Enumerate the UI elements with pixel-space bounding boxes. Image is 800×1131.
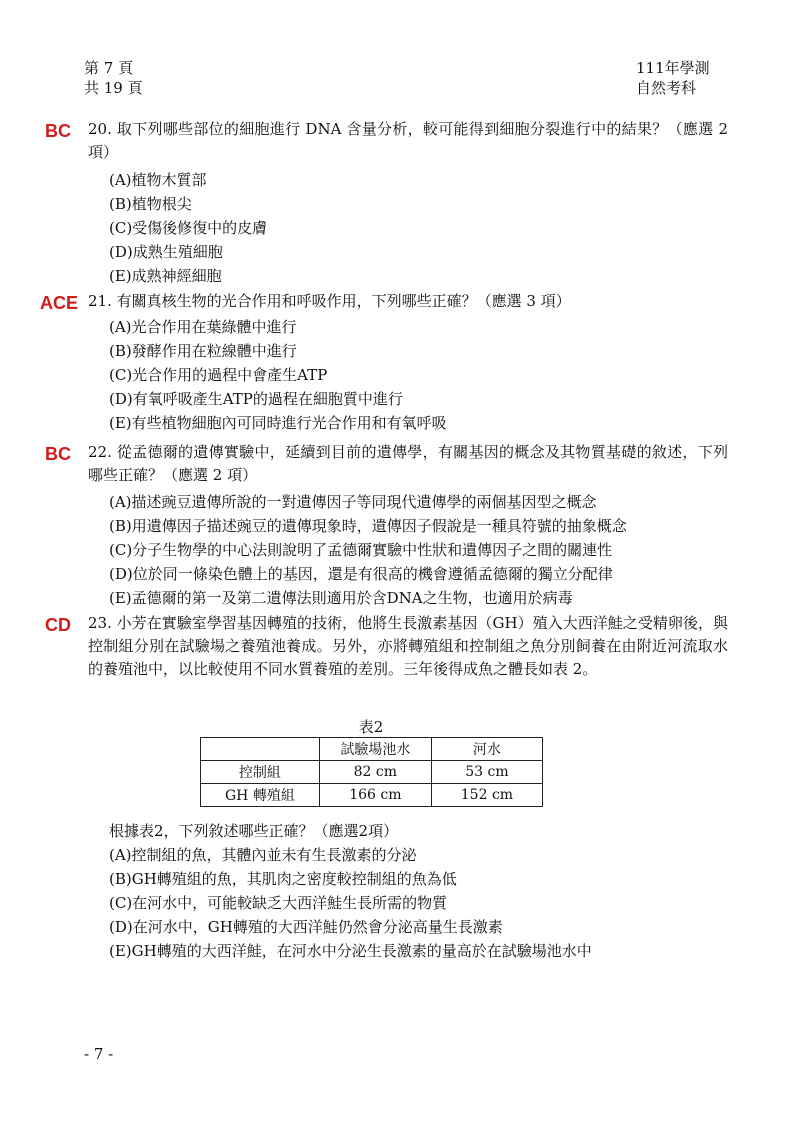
option-d: (D)有氧呼吸產生ATP的過程在細胞質中進行 <box>109 390 403 408</box>
table-header-cell: 試驗場池水 <box>319 738 431 761</box>
table-cell: 53 cm <box>431 761 542 784</box>
option-d: (D)在河水中，GH轉殖的大西洋鮭仍然會分泌高量生長激素 <box>109 918 503 936</box>
table-cell: 152 cm <box>431 784 542 807</box>
table-row <box>201 784 543 807</box>
table-cell: 166 cm <box>319 784 431 807</box>
table-cell: GH 轉殖組 <box>201 784 320 807</box>
option-b: (B)發酵作用在粒線體中進行 <box>109 342 297 360</box>
option-a: (A)光合作用在葉綠體中進行 <box>109 318 297 336</box>
option-c: (C)光合作用的過程中會產生ATP <box>109 366 328 384</box>
table-caption: 表2 <box>358 718 384 736</box>
option-d: (D)成熟生殖細胞 <box>109 243 223 261</box>
option-c: (C)受傷後修復中的皮膚 <box>109 219 268 237</box>
question-20 <box>88 118 728 288</box>
table-cell: 控制組 <box>201 761 320 784</box>
option-e: (E)GH轉殖的大西洋鮭，在河水中分泌生長激素的量高於在試驗場池水中 <box>109 942 592 960</box>
fish-length-table <box>200 737 543 807</box>
exam-year: 111年學測 <box>636 59 710 77</box>
option-e: (E)有些植物細胞內可同時進行光合作用和有氧呼吸 <box>109 414 447 432</box>
option-e: (E)成熟神經細胞 <box>109 267 222 285</box>
question-text: 21. 有關真核生物的光合作用和呼吸作用，下列哪些正確？（應選 3 項） <box>88 292 571 310</box>
page-total: 共 19 頁 <box>84 79 143 97</box>
table-cell: 82 cm <box>319 761 431 784</box>
table-header-row <box>201 738 543 761</box>
followup-text: 根據表2，下列敘述哪些正確？（應選2項） <box>109 822 399 840</box>
question-23-followup <box>109 819 592 963</box>
question-text: 22. 從孟德爾的遺傳實驗中，延續到目前的遺傳學，有關基因的概念及其物質基礎的敘述，下列哪些正確？（應選 2 項） <box>88 443 728 484</box>
option-c: (C)分子生物學的中心法則說明了孟德爾實驗中性狀和遺傳因子之間的關連性 <box>109 541 613 559</box>
page-current: 第 7 頁 <box>84 59 134 77</box>
option-a: (A)控制組的魚，其體內並未有生長激素的分泌 <box>109 846 417 864</box>
question-21 <box>88 290 728 435</box>
exam-subject: 自然考科 <box>636 79 697 97</box>
table-row <box>201 761 543 784</box>
question-text: 23. 小芳在實驗室學習基因轉殖的技術，他將生長激素基因（GH）殖入大西洋鮭之受精卵後，與控制組分別在試驗場之養殖池養成。另外，亦將轉殖組和控制組之魚分別飼養在由附近河流取水的養殖池中，以比較使用不同水質養殖的差別。三年後得成魚之體長如表 2。 <box>88 614 728 678</box>
option-e: (E)孟德爾的第一及第二遺傳法則適用於含DNA之生物，也適用於病毒 <box>109 589 573 607</box>
exam-info <box>636 58 710 98</box>
answer-mark-q22: BC <box>45 444 71 464</box>
page-number: - 7 - <box>84 1045 114 1063</box>
option-a: (A)描述豌豆遺傳所說的一對遺傳因子等同現代遺傳學的兩個基因型之概念 <box>109 493 597 511</box>
answer-mark-q23: CD <box>45 615 71 635</box>
option-b: (B)植物根尖 <box>109 195 192 213</box>
question-22 <box>88 441 728 610</box>
question-23 <box>88 612 728 681</box>
option-b: (B)用遺傳因子描述豌豆的遺傳現象時，遺傳因子假說是一種具符號的抽象概念 <box>109 517 627 535</box>
page-indicator <box>84 58 143 98</box>
option-c: (C)在河水中，可能較缺乏大西洋鮭生長所需的物質 <box>109 894 448 912</box>
table-header-cell: 河水 <box>431 738 542 761</box>
question-text: 20. 取下列哪些部位的細胞進行 DNA 含量分析，較可能得到細胞分裂進行中的結果？（應選 2 項） <box>88 120 728 161</box>
option-d: (D)位於同一條染色體上的基因，還是有很高的機會遵循孟德爾的獨立分配律 <box>109 565 613 583</box>
answer-mark-q20: BC <box>45 121 71 141</box>
option-a: (A)植物木質部 <box>109 171 207 189</box>
answer-mark-q21: ACE <box>40 293 79 313</box>
table-header-cell <box>201 738 320 761</box>
option-b: (B)GH轉殖組的魚，其肌肉之密度較控制組的魚為低 <box>109 870 457 888</box>
